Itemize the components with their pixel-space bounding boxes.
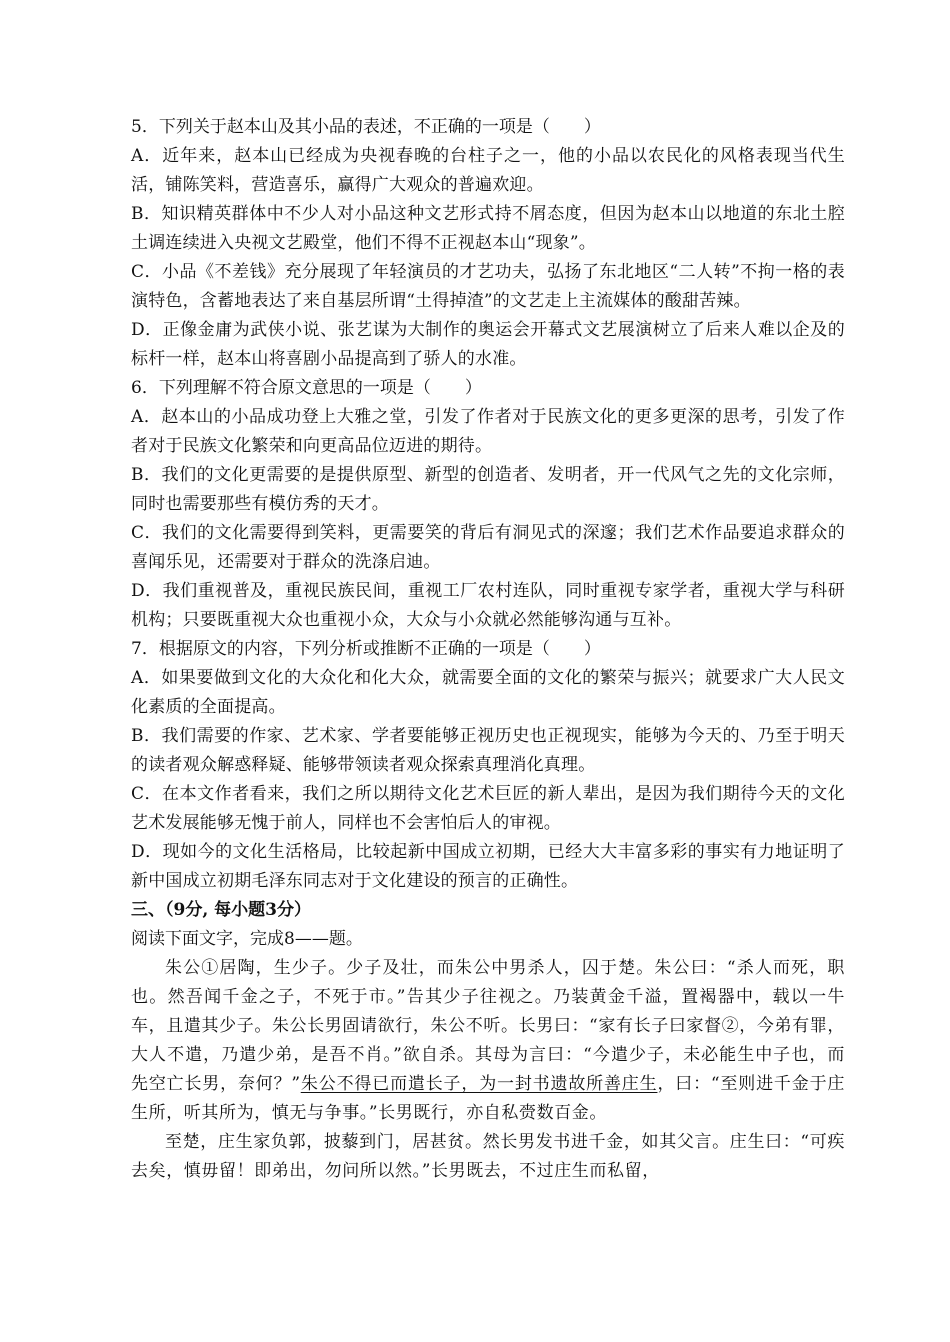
- document-page: [131, 113, 845, 1186]
- passage-text: ，曰：“至则进千金于庄生所，听其所为，慎无与争事。”长男既行，亦自私赍数百金。: [131, 1074, 845, 1123]
- q5-option-b: B．知识精英群体中不少人对小品这种文艺形式持不屑态度，但因为赵本山以地道的东北土腔土调连续进入央视文艺殿堂，他们不得不正视赵本山“现象”。: [131, 204, 845, 253]
- q5-stem: 5．下列关于赵本山及其小品的表述，不正确的一项是（ ）: [131, 117, 601, 137]
- classical-passage-paragraph-1: [131, 954, 845, 1128]
- q7-option-d: D．现如今的文化生活格局，比较起新中国成立初期，已经大大丰富多彩的事实有力地证明了新中国成立初期毛泽东同志对于文化建设的预言的正确性。: [131, 842, 845, 891]
- q7-option-a: A．如果要做到文化的大众化和化大众，就需要全面的文化的繁荣与振兴；就要求广大人民文化素质的全面提高。: [131, 668, 845, 717]
- classical-passage-paragraph-2: 至楚，庄生家负郭，披藜到门，居甚贫。然长男发书进千金，如其父言。庄生曰：“可疾去矣，慎毋留！即弟出，勿问所以然。”长男既去，不过庄生而私留，: [131, 1132, 845, 1181]
- q6-option-a: A．赵本山的小品成功登上大雅之堂，引发了作者对于民族文化的更多更深的思考，引发了作者对于民族文化繁荣和向更高品位迈进的期待。: [131, 407, 845, 456]
- q7-option-b: B．我们需要的作家、艺术家、学者要能够正视历史也正视现实，能够为今天的、乃至于明天的读者观众解惑释疑、能够带领读者观众探索真理消化真理。: [131, 726, 845, 775]
- q6-option-b: B．我们的文化更需要的是提供原型、新型的创造者、发明者，开一代风气之先的文化宗师，同时也需要那些有模仿秀的天才。: [131, 465, 845, 514]
- q7-stem: 7．根据原文的内容，下列分析或推断不正确的一项是（ ）: [131, 639, 601, 659]
- passage-text: 朱公①居陶，生少子。少子及壮，而朱公中男杀人，囚于楚。朱公曰：“杀人而死，职也。然吾闻千金之子，不死于市。”告其少子往视之。乃装黄金千溢，置褐器中，载以一牛车，且遣其少子。朱公长男固请欲行，朱公不听。长男曰：“家有长子曰家督②，今弟有罪，大人不遣，乃遣少弟，是吾不肖。”欲自杀。其母为言曰：“今遣少子，未必能生中子也，而先空亡长男，奈何？”: [131, 958, 845, 1094]
- q5-option-c: C．小品《不差钱》充分展现了年轻演员的才艺功夫，弘扬了东北地区“二人转”不拘一格的表演特色，含蓄地表达了来自基层所谓“土得掉渣”的文艺走上主流媒体的酸甜苦辣。: [131, 262, 845, 311]
- q6-stem: 6．下列理解不符合原文意思的一项是（ ）: [131, 378, 482, 398]
- q6-option-d: D．我们重视普及，重视民族民间，重视工厂农村连队，同时重视专家学者，重视大学与科研机构；只要既重视大众也重视小众，大众与小众就必然能够沟通与互补。: [131, 581, 845, 630]
- q6-option-c: C．我们的文化需要得到笑料，更需要笑的背后有洞见式的深邃；我们艺术作品要追求群众的喜闻乐见，还需要对于群众的洗涤启迪。: [131, 523, 845, 572]
- underlined-sentence: 朱公不得已而遣长子，为一封书遗故所善庄生: [300, 1074, 658, 1094]
- q5-option-a: A．近年来，赵本山已经成为央视春晚的台柱子之一，他的小品以农民化的风格表现当代生活，铺陈笑料，营造喜乐，赢得广大观众的普遍欢迎。: [131, 146, 845, 195]
- q7-option-c: C．在本文作者看来，我们之所以期待文化艺术巨匠的新人辈出，是因为我们期待今天的文化艺术发展能够无愧于前人，同样也不会害怕后人的审视。: [131, 784, 845, 833]
- section-3-heading: 三、（9分, 每小题3分）: [131, 900, 311, 920]
- section-3-instruction: 阅读下面文字，完成8——题。: [131, 929, 363, 949]
- q5-option-d: D．正像金庸为武侠小说、张艺谋为大制作的奥运会开幕式文艺展演树立了后来人难以企及的标杆一样，赵本山将喜剧小品提高到了骄人的水准。: [131, 320, 845, 369]
